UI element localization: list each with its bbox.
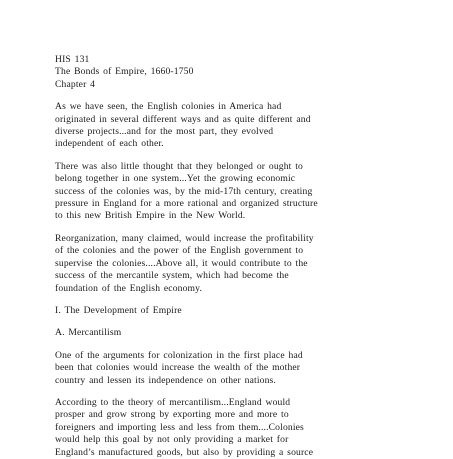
text-line: supervise the colonies....Above all, it would contribute to the bbox=[55, 257, 308, 269]
text-line: One of the arguments for colonization in the first place had bbox=[55, 349, 303, 361]
document-page bbox=[55, 54, 415, 459]
paragraph-4 bbox=[55, 350, 415, 387]
text-line: pressure in England for a more rational and organized structure bbox=[55, 198, 318, 210]
text-line: country and lessen its independence on other nations. bbox=[55, 374, 276, 386]
text-line: foreigners and importing less and less from them....Colonies bbox=[55, 421, 304, 433]
text-line: would help this goal by not only providing a market for bbox=[55, 434, 289, 446]
chapter-label: Chapter 4 bbox=[55, 78, 96, 90]
text-line: originated in several different ways and as quite different and bbox=[55, 113, 311, 125]
text-line: success of the mercantile system, which had become the bbox=[55, 270, 289, 282]
text-line: success of the colonies was, by the mid-17th century, creating bbox=[55, 185, 313, 197]
text-line: belong together in one system...Yet the growing economic bbox=[55, 173, 296, 185]
text-line: diverse projects...and for the most part, they evolved bbox=[55, 126, 274, 138]
paragraph-2 bbox=[55, 161, 415, 223]
text-line: According to the theory of mercantilism...England would bbox=[55, 396, 291, 408]
text-line: foundation of the English economy. bbox=[55, 282, 203, 294]
document-header bbox=[55, 54, 415, 91]
text-line: England’s manufactured goods, but also by providing a source bbox=[55, 446, 314, 458]
paragraph-3 bbox=[55, 233, 415, 295]
text-line: There was also little thought that they belonged or ought to bbox=[55, 160, 304, 172]
text-line: Reorganization, many claimed, would increase the profitability bbox=[55, 232, 314, 244]
document-title: The Bonds of Empire, 1660-1750 bbox=[55, 66, 194, 78]
text-line: to this new British Empire in the New World. bbox=[55, 210, 246, 222]
paragraph-5 bbox=[55, 397, 415, 459]
text-line: prosper and grow strong by exporting more and more to bbox=[55, 409, 289, 421]
text-line: independent of each other. bbox=[55, 138, 164, 150]
subsection-heading: A. Mercantilism bbox=[55, 327, 122, 339]
paragraph-1 bbox=[55, 101, 415, 151]
text-line: As we have seen, the English colonies in America had bbox=[55, 101, 282, 113]
course-code: HIS 131 bbox=[55, 54, 90, 65]
text-line: of the colonies and the power of the English government to bbox=[55, 245, 304, 257]
text-line: been that colonies would increase the wealth of the mother bbox=[55, 362, 301, 374]
section-heading: I. The Development of Empire bbox=[55, 304, 182, 316]
